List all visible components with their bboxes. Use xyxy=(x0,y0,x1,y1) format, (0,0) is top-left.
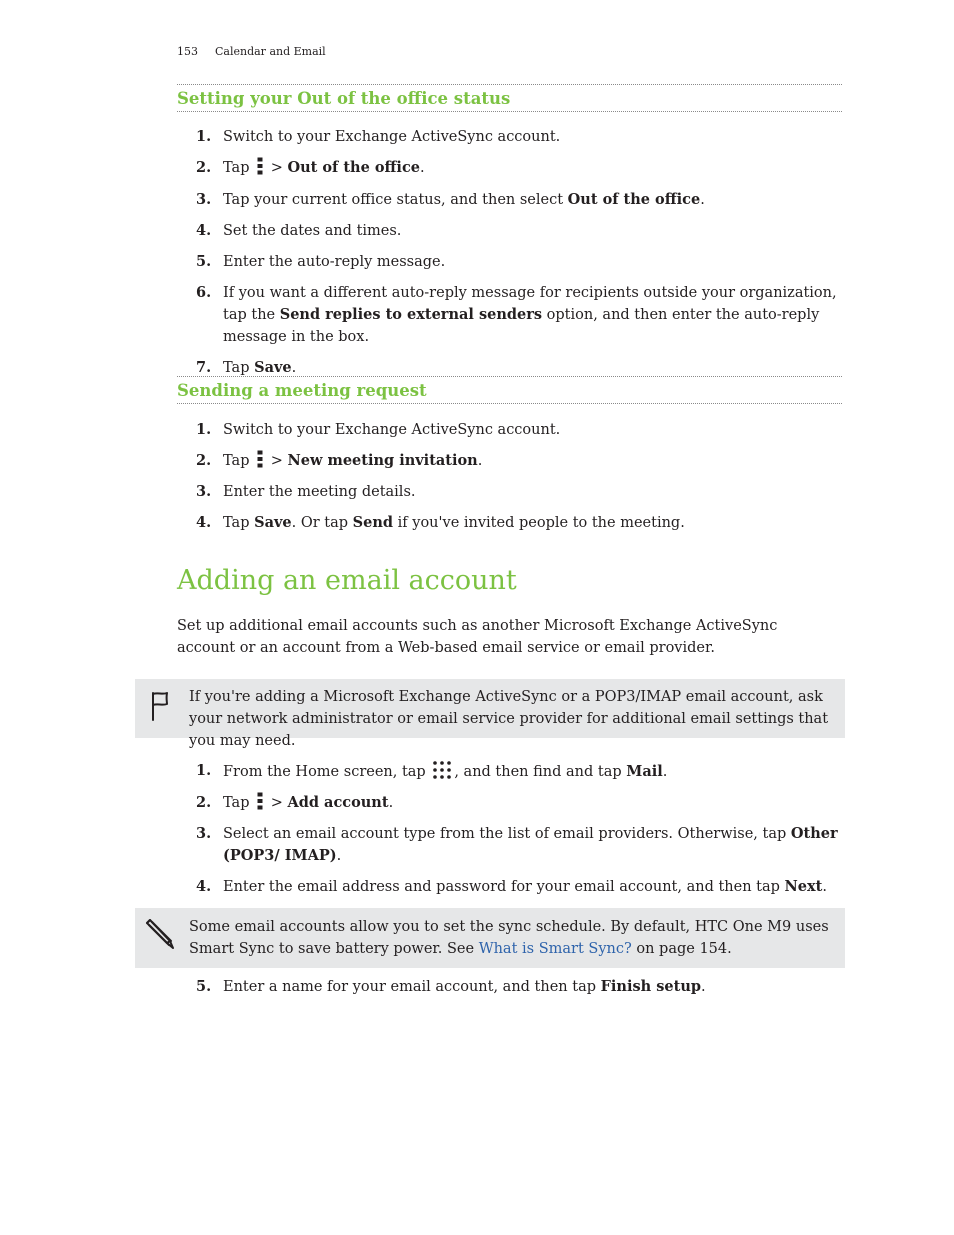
section-add-account-cont xyxy=(177,976,842,998)
note-text: If you're adding a Microsoft Exchange ActiveSync or a POP3/IMAP email account, ask your network administrator or email service provider for additional email settings that you may need. xyxy=(189,689,829,749)
section-title: Setting your Out of the office status xyxy=(177,84,842,112)
list-item: 6. If you want a different auto-reply message for recipients outside your organization, tap the Send replies to external senders option, and then enter the auto-reply message in the box. xyxy=(196,284,837,345)
page-title: Adding an email account xyxy=(177,565,517,596)
page-number: 153 xyxy=(177,45,198,58)
chapter-title: Calendar and Email xyxy=(215,45,326,58)
steps-list xyxy=(177,419,842,534)
section-title: Sending a meeting request xyxy=(177,376,842,404)
tip-text: Some email accounts allow you to set the sync schedule. By default, HTC One M9 uses Smart Sync to save battery power. See What is Smart Sync? on page 154. xyxy=(189,919,829,957)
steps-list xyxy=(177,760,842,898)
list-item: 7. Tap Save. xyxy=(196,359,297,376)
list-item: 4. Tap Save. Or tap Send if you've invited people to the meeting. xyxy=(196,514,685,531)
tip-box xyxy=(135,908,845,968)
page-header xyxy=(177,45,326,58)
section-meeting-request xyxy=(177,376,842,534)
list-item: 2. Tap > Out of the office. xyxy=(196,159,425,176)
note-box xyxy=(135,679,845,749)
section-add-account xyxy=(177,760,842,898)
smart-sync-link[interactable]: What is Smart Sync? xyxy=(478,941,632,957)
list-item: 5. Enter the auto-reply message. xyxy=(196,253,446,270)
list-item: 1. From the Home screen, tap , and then find and tap Mail. xyxy=(196,762,668,780)
intro-paragraph: Set up additional email accounts such as another Microsoft Exchange ActiveSync account or an account from a Web-based email service or email provider. xyxy=(177,618,778,656)
list-item: 4. Enter the email address and password for your email account, and then tap Next. xyxy=(196,878,827,895)
steps-list xyxy=(177,126,842,379)
apps-icon xyxy=(432,760,452,780)
section-out-of-office xyxy=(177,84,842,379)
menu-icon xyxy=(257,792,263,810)
steps-list xyxy=(177,976,842,998)
list-item: 5. Enter a name for your email account, and then tap Finish setup. xyxy=(196,978,706,995)
pencil-icon xyxy=(143,917,177,951)
list-item: 2. Tap > New meeting invitation. xyxy=(196,452,483,469)
list-item: 3. Tap your current office status, and then select Out of the office. xyxy=(196,191,705,208)
list-item: 4. Set the dates and times. xyxy=(196,222,402,239)
menu-icon xyxy=(257,450,263,468)
flag-icon xyxy=(147,689,171,723)
list-item: 1. Switch to your Exchange ActiveSync account. xyxy=(196,421,561,438)
menu-icon xyxy=(257,157,263,175)
list-item: 3. Enter the meeting details. xyxy=(196,483,416,500)
list-item: 2. Tap > Add account. xyxy=(196,794,394,811)
list-item: 1. Switch to your Exchange ActiveSync account. xyxy=(196,128,561,145)
list-item: 3. Select an email account type from the list of email providers. Otherwise, tap Other (POP3/ IMAP). xyxy=(196,825,838,864)
